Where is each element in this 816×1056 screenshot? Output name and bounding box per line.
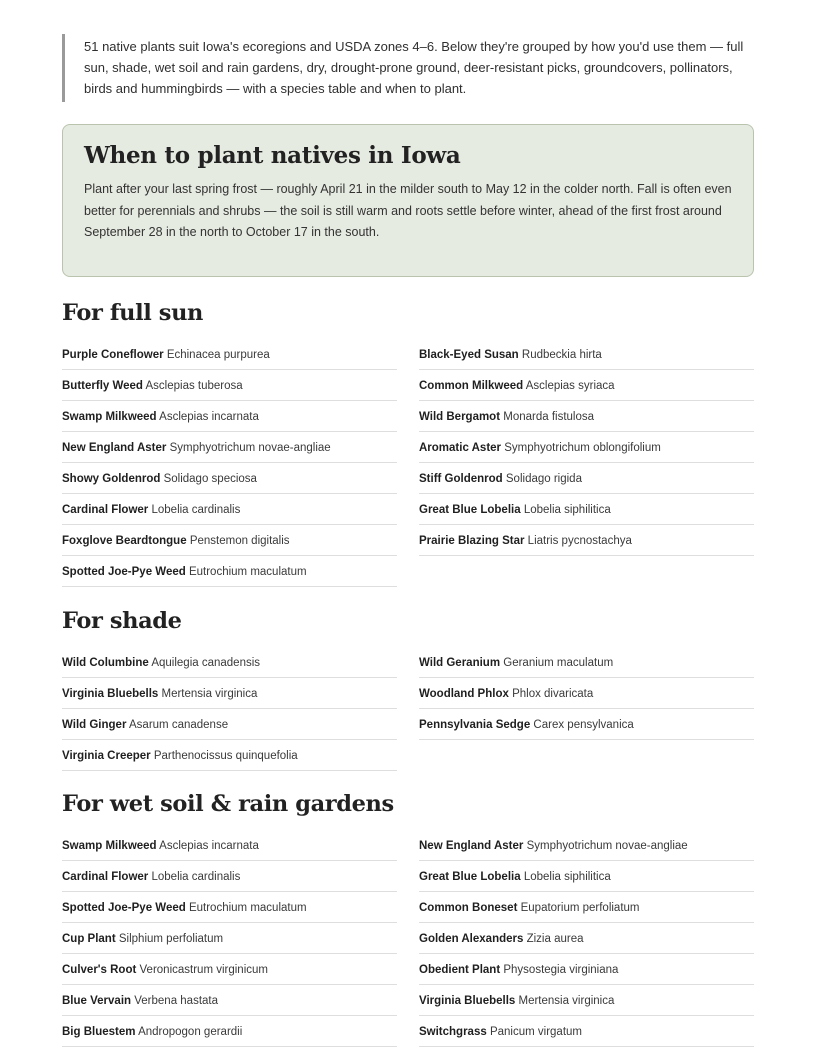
plant-scientific-name: Eutrochium maculatum	[188, 566, 307, 578]
intro-blockquote	[62, 34, 754, 102]
plant-common-name: New England Aster	[62, 442, 167, 454]
plant-row	[419, 709, 754, 740]
plant-common-name: Switchgrass	[419, 1026, 487, 1038]
plant-row	[62, 370, 397, 401]
plant-common-name: Purple Coneflower	[62, 349, 164, 361]
section-title: For shade	[62, 608, 182, 634]
plant-row	[419, 861, 754, 892]
plant-grid	[62, 830, 754, 1047]
plant-scientific-name: Symphyotrichum novae-angliae	[526, 840, 688, 852]
plant-scientific-name: Asclepias incarnata	[159, 411, 259, 423]
plant-row	[62, 923, 397, 954]
plant-row	[62, 985, 397, 1016]
plant-scientific-name: Mertensia virginica	[161, 688, 258, 700]
plant-row	[419, 954, 754, 985]
section-wet-soil	[62, 790, 754, 1047]
plant-scientific-name: Liatris pycnostachya	[527, 535, 632, 547]
plant-scientific-name: Geranium maculatum	[503, 657, 614, 669]
plant-common-name: Virginia Bluebells	[62, 688, 159, 700]
plant-common-name: Swamp Milkweed	[62, 411, 157, 423]
section-title: For full sun	[62, 300, 203, 326]
plant-row	[419, 678, 754, 709]
callout-title: When to plant natives in Iowa	[84, 142, 461, 169]
plant-scientific-name: Solidago rigida	[505, 473, 582, 485]
plant-scientific-name: Symphyotrichum oblongifolium	[504, 442, 661, 454]
plant-common-name: Swamp Milkweed	[62, 840, 157, 852]
plant-row	[62, 678, 397, 709]
plant-common-name: Stiff Goldenrod	[419, 473, 503, 485]
plant-row	[62, 494, 397, 525]
plant-common-name: Spotted Joe-Pye Weed	[62, 902, 186, 914]
plant-scientific-name: Lobelia cardinalis	[151, 871, 241, 883]
plant-scientific-name: Lobelia cardinalis	[151, 504, 241, 516]
plant-scientific-name: Lobelia siphilitica	[523, 871, 611, 883]
plant-row	[419, 923, 754, 954]
plant-scientific-name: Verbena hastata	[134, 995, 219, 1007]
plant-common-name: Black-Eyed Susan	[419, 349, 519, 361]
plant-column-right	[419, 830, 754, 1047]
plant-scientific-name: Silphium perfoliatum	[118, 933, 224, 945]
plant-row	[62, 954, 397, 985]
plant-row	[62, 556, 397, 587]
plant-row	[419, 985, 754, 1016]
plant-row	[419, 494, 754, 525]
plant-common-name: Aromatic Aster	[419, 442, 502, 454]
section-full-sun	[62, 299, 754, 587]
plant-row	[419, 892, 754, 923]
plant-row	[62, 740, 397, 771]
planting-time-callout	[62, 124, 754, 277]
plant-common-name: Obedient Plant	[419, 964, 501, 976]
plant-common-name: Foxglove Beardtongue	[62, 535, 187, 547]
plant-row	[419, 401, 754, 432]
plant-scientific-name: Carex pensylvanica	[533, 719, 634, 731]
plant-scientific-name: Eutrochium maculatum	[188, 902, 307, 914]
plant-row	[419, 1016, 754, 1047]
plant-scientific-name: Aquilegia canadensis	[151, 657, 261, 669]
plant-scientific-name: Parthenocissus quinquefolia	[153, 750, 298, 762]
plant-row	[62, 1016, 397, 1047]
plant-common-name: New England Aster	[419, 840, 524, 852]
plant-scientific-name: Zizia aurea	[526, 933, 584, 945]
plant-row	[419, 463, 754, 494]
plant-row	[62, 463, 397, 494]
plant-scientific-name: Solidago speciosa	[163, 473, 257, 485]
plant-common-name: Spotted Joe-Pye Weed	[62, 566, 186, 578]
plant-grid	[62, 339, 754, 587]
plant-common-name: Wild Ginger	[62, 719, 127, 731]
plant-common-name: Showy Goldenrod	[62, 473, 161, 485]
plant-row	[419, 339, 754, 370]
plant-scientific-name: Symphyotrichum novae-angliae	[169, 442, 331, 454]
plant-common-name: Virginia Bluebells	[419, 995, 516, 1007]
plant-common-name: Woodland Phlox	[419, 688, 509, 700]
plant-scientific-name: Veronicastrum virginicum	[139, 964, 268, 976]
plant-row	[419, 647, 754, 678]
plant-common-name: Wild Geranium	[419, 657, 501, 669]
section-title: For wet soil & rain gardens	[62, 791, 394, 817]
plant-scientific-name: Panicum virgatum	[489, 1026, 582, 1038]
plant-row	[62, 432, 397, 463]
plant-scientific-name: Mertensia virginica	[518, 995, 615, 1007]
plant-row	[419, 370, 754, 401]
plant-row	[419, 830, 754, 861]
plant-row	[62, 401, 397, 432]
plant-scientific-name: Rudbeckia hirta	[521, 349, 602, 361]
plant-row	[419, 432, 754, 463]
plant-scientific-name: Phlox divaricata	[512, 688, 594, 700]
plant-scientific-name: Asarum canadense	[129, 719, 229, 731]
plant-grid	[62, 647, 754, 771]
plant-scientific-name: Penstemon digitalis	[189, 535, 290, 547]
plant-common-name: Culver's Root	[62, 964, 137, 976]
plant-common-name: Golden Alexanders	[419, 933, 524, 945]
plant-column-left	[62, 647, 397, 771]
plant-common-name: Cardinal Flower	[62, 871, 149, 883]
plant-common-name: Prairie Blazing Star	[419, 535, 525, 547]
plant-common-name: Cup Plant	[62, 933, 116, 945]
plant-common-name: Virginia Creeper	[62, 750, 151, 762]
plant-scientific-name: Lobelia siphilitica	[523, 504, 611, 516]
plant-scientific-name: Asclepias syriaca	[525, 380, 615, 392]
plant-column-right	[419, 339, 754, 587]
plant-common-name: Wild Columbine	[62, 657, 149, 669]
plant-row	[62, 709, 397, 740]
plant-common-name: Great Blue Lobelia	[419, 871, 521, 883]
plant-column-left	[62, 830, 397, 1047]
plant-common-name: Common Milkweed	[419, 380, 524, 392]
section-shade	[62, 607, 754, 771]
plant-scientific-name: Andropogon gerardii	[138, 1026, 243, 1038]
plant-common-name: Great Blue Lobelia	[419, 504, 521, 516]
plant-row	[62, 525, 397, 556]
plant-scientific-name: Eupatorium perfoliatum	[520, 902, 640, 914]
plant-row	[419, 525, 754, 556]
plant-row	[62, 861, 397, 892]
plant-common-name: Butterfly Weed	[62, 380, 143, 392]
plant-column-left	[62, 339, 397, 587]
plant-scientific-name: Physostegia virginiana	[503, 964, 619, 976]
plant-common-name: Big Bluestem	[62, 1026, 136, 1038]
plant-scientific-name: Echinacea purpurea	[166, 349, 270, 361]
intro-text: 51 native plants suit Iowa's ecoregions and USDA zones 4–6. Below they're grouped by how you'd use them — full sun, shade, wet soil and rain gardens, dry, drought-prone ground, deer-resistant picks, groundcovers, pollinators, birds and hummingbirds — with a species table and when to plant.	[84, 39, 744, 96]
plant-common-name: Common Boneset	[419, 902, 518, 914]
plant-column-right	[419, 647, 754, 771]
plant-common-name: Cardinal Flower	[62, 504, 149, 516]
plant-row	[62, 892, 397, 923]
plant-scientific-name: Monarda fistulosa	[503, 411, 595, 423]
plant-scientific-name: Asclepias tuberosa	[145, 380, 243, 392]
plant-common-name: Wild Bergamot	[419, 411, 501, 423]
plant-row	[62, 339, 397, 370]
plant-common-name: Pennsylvania Sedge	[419, 719, 531, 731]
plant-scientific-name: Asclepias incarnata	[159, 840, 259, 852]
callout-body: Plant after your last spring frost — roughly April 21 in the milder south to May 12 in the colder north. Fall is often even better for perennials and shrubs — the soil is still warm and roots settle before winter, ahead of the first frost around September 28 in the north to October 17 in the south.	[84, 182, 732, 239]
plant-row	[62, 647, 397, 678]
plant-common-name: Blue Vervain	[62, 995, 132, 1007]
plant-row	[62, 830, 397, 861]
